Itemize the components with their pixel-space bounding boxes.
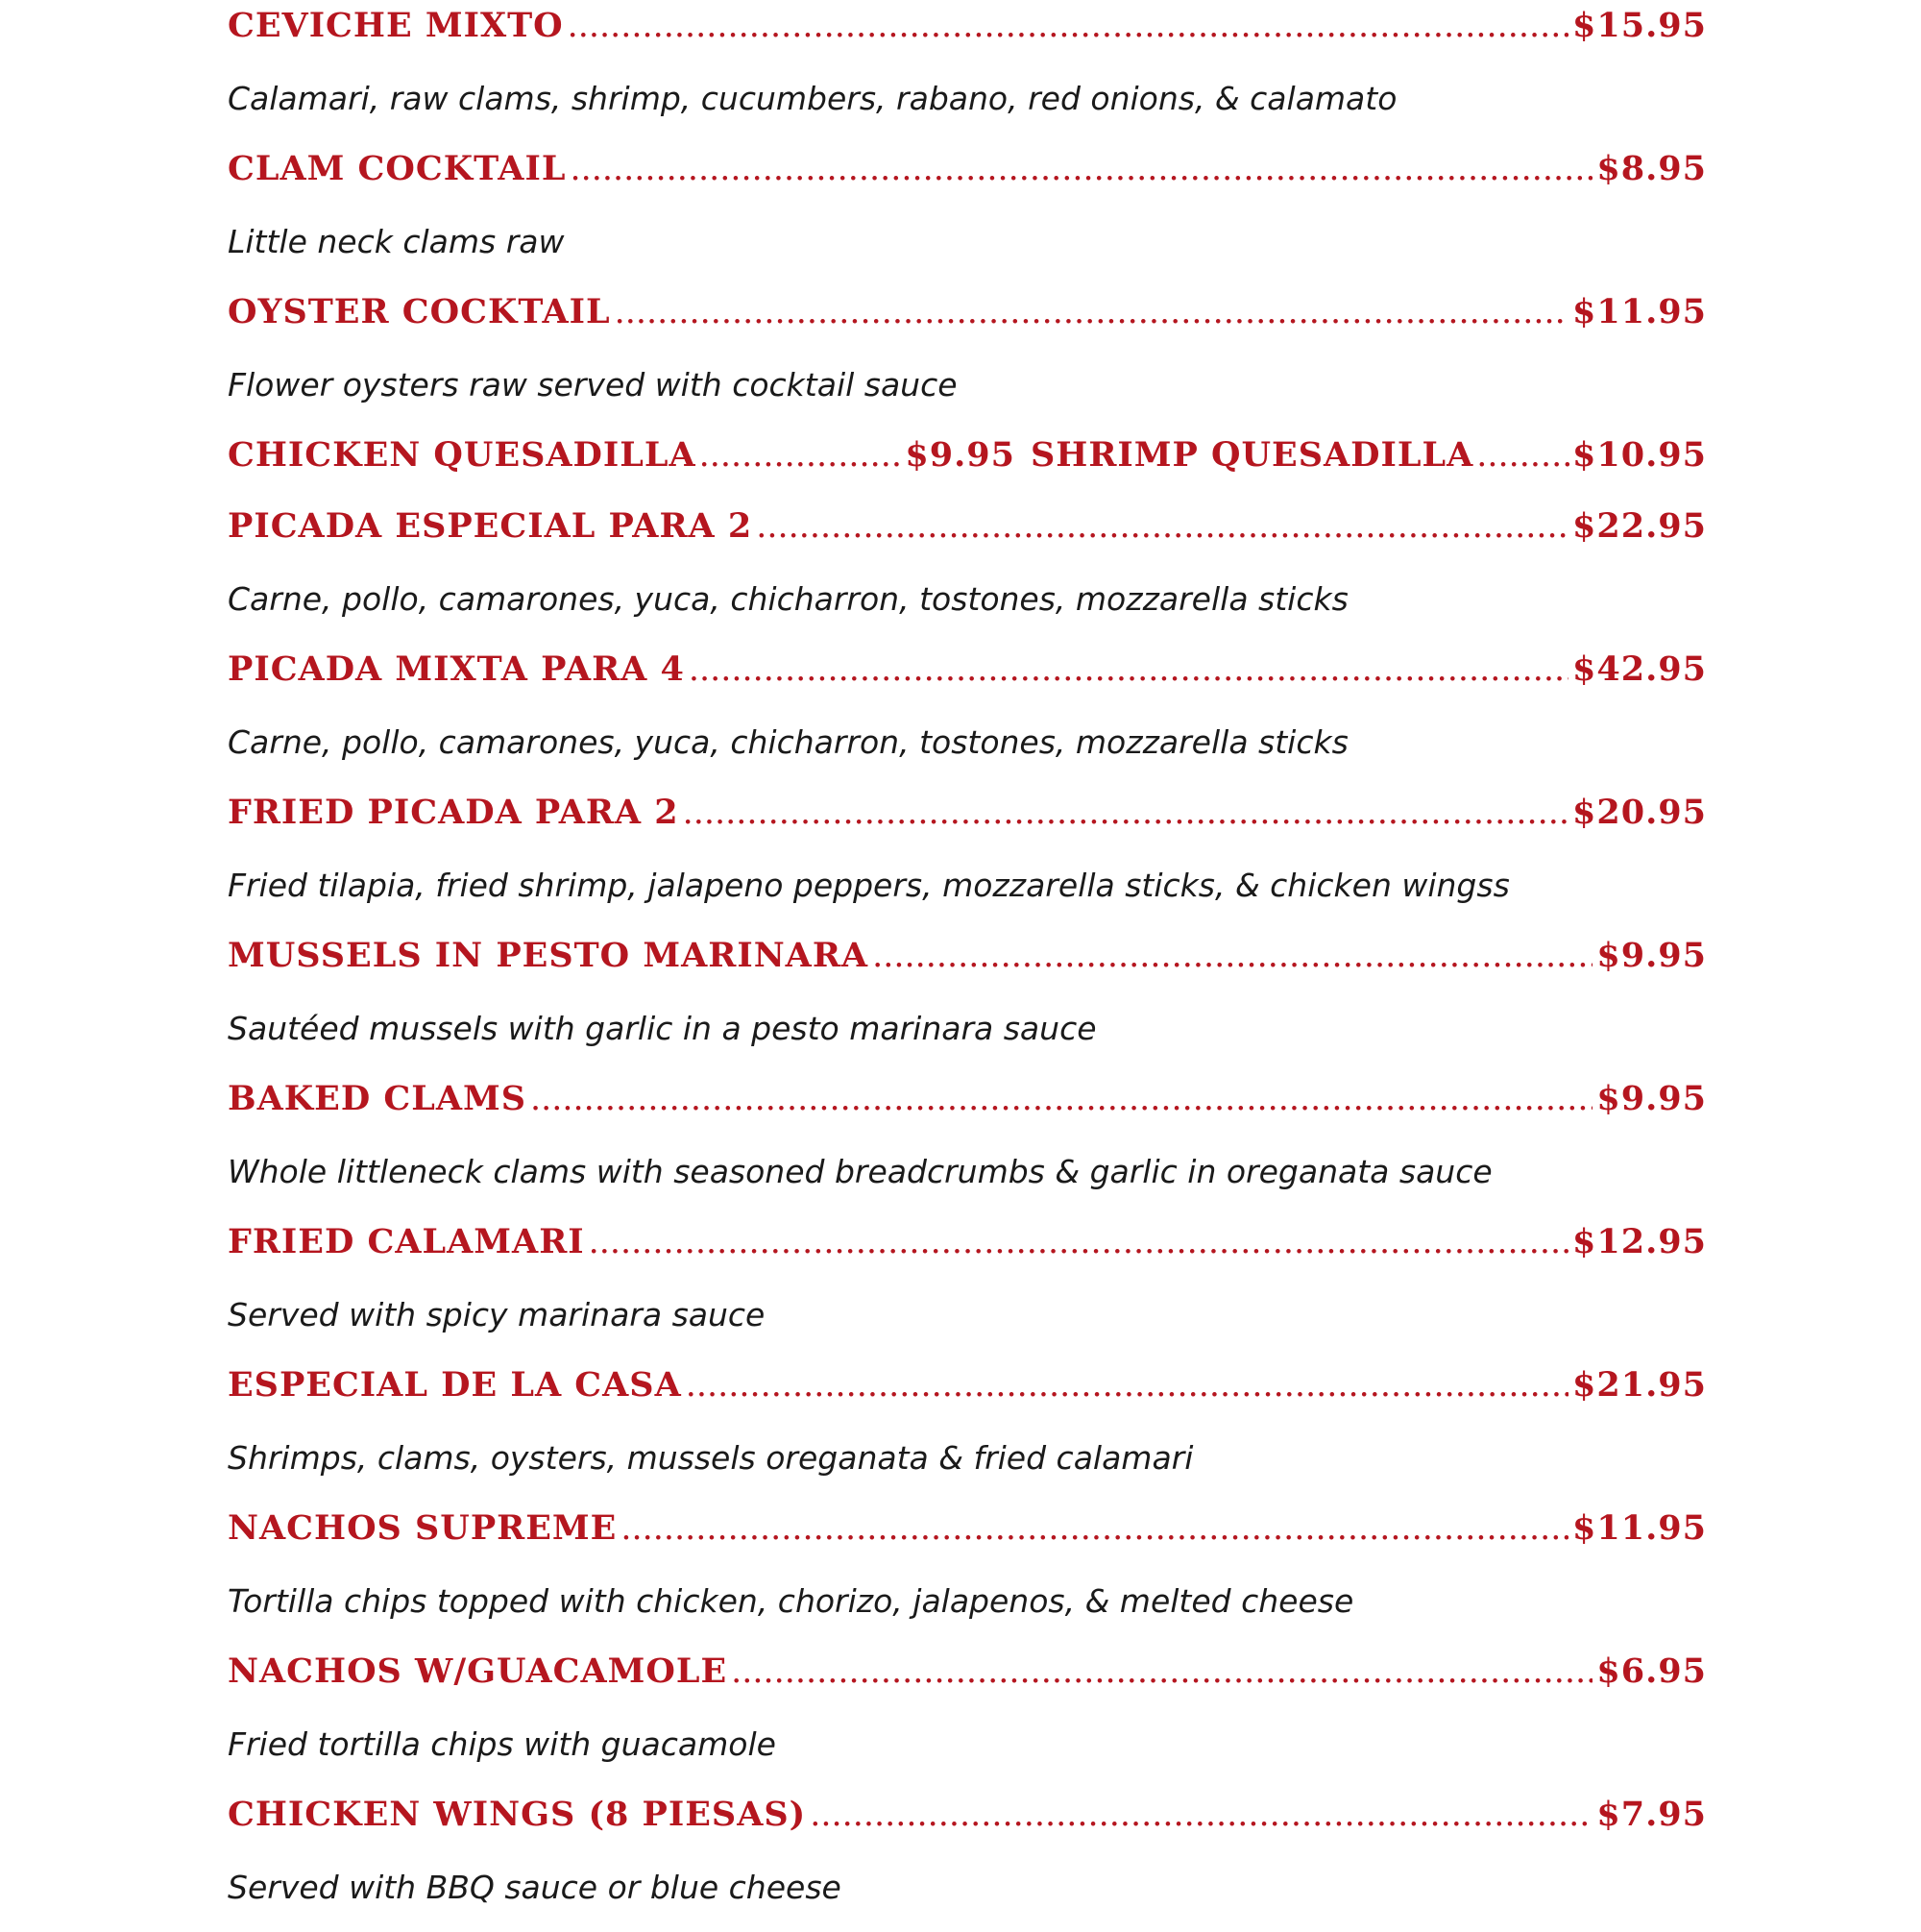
menu-item [228,787,1707,930]
item-description: Sautéed mussels with garlic in a pesto marinara sauce [228,1010,1097,1047]
item-name: CLAM COCKTAIL [228,149,567,188]
item-header [228,644,1707,716]
item-description: Carne, pollo, camarones, yuca, chicharron, tostones, mozzarella sticks [228,723,1349,761]
item-name: NACHOS W/GUACAMOLE [228,1651,728,1691]
item-description: Little neck clams raw [228,223,565,260]
dot-leader [756,507,1568,546]
item-price: $9.95 [1596,1079,1707,1118]
dot-leader [686,1366,1568,1405]
item-header [228,1646,1707,1718]
item-price: $12.95 [1572,1222,1707,1261]
menu-item [228,1359,1707,1503]
item-header [228,143,1707,215]
item-name: BAKED CLAMS [228,1079,527,1118]
item-description: Served with BBQ sauce or blue cheese [228,1869,841,1906]
dot-leader [620,1509,1568,1548]
item-name: MUSSELS IN PESTO MARINARA [228,936,869,975]
item-price: $6.95 [1596,1651,1707,1691]
item-description: Carne, pollo, camarones, yuca, chicharron, tostones, mozzarella sticks [228,580,1349,618]
menu-page [228,0,1707,1932]
item-name: CEVICHE MIXTO [228,6,564,45]
item-name: ESPECIAL DE LA CASA [228,1365,682,1405]
item-price: $20.95 [1572,793,1707,832]
item-description: Fried tilapia, fried shrimp, jalapeno peppers, mozzarella sticks, & chicken wingss [228,867,1510,904]
menu-item [228,1503,1707,1646]
menu-item [228,501,1707,644]
item-price: $11.95 [1572,292,1707,331]
menu-item [228,1646,1707,1789]
item-description: Fried tortilla chips with guacamole [228,1725,776,1763]
item-price: $15.95 [1572,6,1707,45]
item-price: $11.95 [1572,1508,1707,1548]
dot-leader [689,650,1568,689]
item-price: $9.95 [1596,936,1707,975]
dot-leader [568,7,1568,45]
item-price: $9.95 [905,435,1015,475]
chicken-quesadilla [228,435,1015,501]
item-header [228,787,1707,859]
item-header [228,1359,1707,1431]
dot-leader [615,293,1568,331]
item-name: PICADA ESPECIAL PARA 2 [228,506,753,546]
item-header [228,930,1707,1002]
menu-item [228,0,1707,143]
item-header [228,0,1707,72]
item-header [228,1216,1707,1288]
item-price: $21.95 [1572,1365,1707,1405]
dot-leader [810,1796,1593,1834]
item-name: SHRIMP QUESADILLA [1031,435,1474,475]
menu-item [228,1216,1707,1359]
dot-leader [1476,436,1569,475]
item-description: Calamari, raw clams, shrimp, cucumbers, rabano, red onions, & calamato [228,80,1398,117]
menu-item [228,1789,1707,1932]
item-name: CHICKEN WINGS (8 PIESAS) [228,1795,807,1834]
item-header [228,501,1707,573]
item-header [228,286,1707,358]
item-name: FRIED PICADA PARA 2 [228,793,679,832]
item-name: CHICKEN QUESADILLA [228,435,696,475]
item-description: Flower oysters raw served with cocktail sauce [228,366,958,404]
item-price: $10.95 [1572,435,1707,475]
shrimp-quesadilla [1031,435,1707,501]
item-description: Tortilla chips topped with chicken, chorizo, jalapenos, & melted cheese [228,1582,1354,1620]
menu-item [228,644,1707,787]
dot-leader [530,1080,1593,1118]
menu-item [228,286,1707,429]
menu-item [228,930,1707,1073]
item-price: $42.95 [1572,649,1707,689]
item-header [228,1073,1707,1145]
item-name: FRIED CALAMARI [228,1222,585,1261]
dot-leader [731,1652,1593,1691]
item-header [228,1503,1707,1575]
dot-leader [872,937,1593,975]
item-name: PICADA MIXTA PARA 4 [228,649,685,689]
item-description: Whole littleneck clams with seasoned breadcrumbs & garlic in oreganata sauce [228,1153,1493,1190]
item-description: Served with spicy marinara sauce [228,1296,766,1333]
dot-leader [683,794,1568,832]
item-name: NACHOS SUPREME [228,1508,618,1548]
item-price: $7.95 [1596,1795,1707,1834]
item-header [228,1789,1707,1861]
item-price: $22.95 [1572,506,1707,546]
menu-item [228,143,1707,286]
dot-leader [589,1223,1568,1261]
dot-leader [699,436,903,475]
quesadilla-row [228,429,1707,501]
menu-item [228,1073,1707,1216]
item-name: OYSTER COCKTAIL [228,292,611,331]
item-price: $8.95 [1596,149,1707,188]
dot-leader [570,150,1593,188]
item-description: Shrimps, clams, oysters, mussels oreganata & fried calamari [228,1439,1194,1477]
